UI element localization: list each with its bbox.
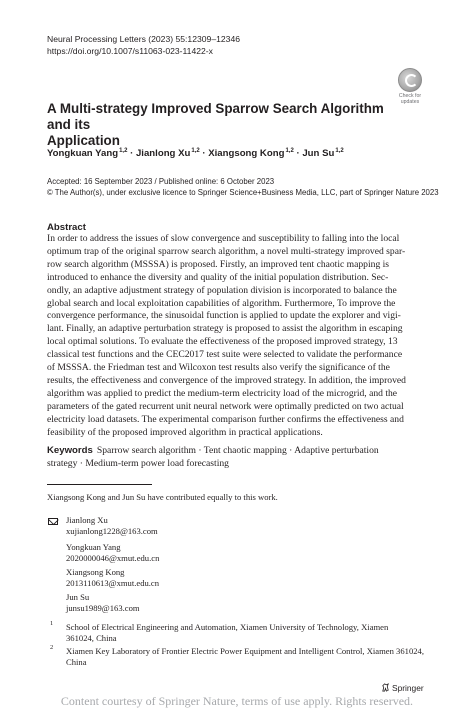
accepted-published-dates: Accepted: 16 September 2023 / Published online: 6 October 2023 <box>47 177 275 186</box>
affiliation-number: 2 <box>50 644 54 651</box>
affiliation-line: School of Electrical Engineering and Automation, Xiamen University of Technology, Xiamen <box>66 622 389 632</box>
title-line-1: A Multi-strategy Improved Sparrow Search Algorithm and its <box>47 101 384 132</box>
abstract-body <box>47 233 427 440</box>
keywords-section <box>47 444 427 470</box>
doi-link[interactable]: https://doi.org/10.1007/s11063-023-11422-x <box>47 46 213 56</box>
affiliation-number: 1 <box>50 620 54 627</box>
abstract-line: results, the effectiveness and convergence of the improved strategy. In addition, the improved <box>47 374 406 386</box>
abstract-line: electricity load datasets. The experimental comparison further confirms the effectiveness and <box>47 413 404 425</box>
journal-citation: Neural Processing Letters (2023) 55:12309–12346 <box>47 34 241 44</box>
title-line-2: Application <box>47 133 120 148</box>
author-name[interactable]: Jun Su <box>302 148 335 159</box>
check-for-updates-icon <box>398 68 422 92</box>
journal-header <box>47 33 240 57</box>
author-affiliation-mark: 1,2 <box>119 148 128 154</box>
footnote-divider <box>47 484 152 485</box>
contact-email[interactable]: junsu1989@163.com <box>66 603 140 613</box>
abstract-line: introduced to enhance the diversity and quality of the initial population distribution. Sec- <box>47 271 389 283</box>
contact-block <box>66 515 158 537</box>
keywords-heading: Keywords <box>47 445 93 456</box>
author-separator: · <box>202 148 206 159</box>
abstract-line: parameters of the gated recurrent unit neural network were optimally predicted on two actual <box>47 400 404 412</box>
author-affiliation-mark: 1,2 <box>335 148 344 154</box>
abstract-line: of MSSSA. the Friedman test and Wilcoxon test results also verify the significance of the <box>47 362 390 374</box>
author-list <box>47 148 344 159</box>
affiliation-1 <box>66 622 426 644</box>
contact-block <box>66 592 140 614</box>
abstract-line: lant. Finally, an adaptive perturbation strategy is proposed to assist the algorithm in escaping <box>47 323 403 335</box>
abstract-line: convergence performance, the sinusoidal function is applied to update the explorer and vigi- <box>47 310 401 322</box>
author-name[interactable]: Jianlong Xu <box>135 148 191 159</box>
affiliation-line: 361024, China <box>66 633 117 643</box>
affiliation-2 <box>66 646 426 668</box>
affiliation-line: Xiamen Key Laboratory of Frontier Electric Power Equipment and Intelligent Control, Xiamen 361024, <box>66 646 424 656</box>
abstract-line: algorithm was applied to predict the medium-term electricity load of the microgrid, and the <box>47 387 398 399</box>
badge-label-2: updates <box>400 99 420 105</box>
springer-horse-icon <box>381 683 390 692</box>
keywords-line-1: Sparrow search algorithm · Tent chaotic mapping · Adaptive perturbation <box>96 445 379 456</box>
author-affiliation-mark: 1,2 <box>285 148 294 154</box>
author-separator: · <box>296 148 300 159</box>
publisher-name: Springer <box>392 683 424 693</box>
contact-email[interactable]: 2013110613@xmut.edu.cn <box>66 578 160 588</box>
author-name[interactable]: Xiangsong Kong <box>208 148 285 159</box>
corresponding-author-email[interactable]: xujianlong1228@163.com <box>66 526 158 536</box>
abstract-line: classical test functions and the CEC2017 test suite were selected to validate the performance <box>47 349 403 361</box>
contact-name: Yongkuan Yang <box>66 542 121 552</box>
contact-email[interactable]: 2020000046@xmut.edu.cn <box>66 553 160 563</box>
author-separator: · <box>130 148 134 159</box>
publication-dates <box>47 177 439 198</box>
equal-contribution-note: Xiangsong Kong and Jun Su have contributed equally to this work. <box>47 492 278 502</box>
abstract-line: ondly, an adaptive adjustment strategy of population division is incorporated to balance the <box>47 284 397 296</box>
author-name[interactable]: Yongkuan Yang <box>47 148 119 159</box>
paper-title <box>47 101 397 149</box>
badge-label-1: Check for <box>398 93 422 99</box>
contact-block <box>66 542 159 564</box>
check-for-updates-badge[interactable] <box>393 68 427 104</box>
abstract-line: row search algorithm (MSSSA) is proposed. Firstly, an improved tent chaotic mapping is <box>47 258 390 270</box>
copyright-notice: © The Author(s), under exclusive licence to Springer Science+Business Media, LLC, part of Springer Nature 2023 <box>47 187 439 197</box>
contact-block <box>66 567 159 589</box>
abstract-line: optimum trap of the original sparrow search algorithm, a novel multi-strategy improved spar- <box>47 245 406 257</box>
abstract-line: In order to address the issues of slow convergence and susceptibility to falling into the local <box>47 233 400 244</box>
abstract-line: feasibility of the proposed improved algorithm in practical applications. <box>47 426 323 438</box>
contact-name: Jun Su <box>66 592 90 602</box>
abstract-line: local optimal solutions. To evaluate the effectiveness of the proposed improved strategy, 13 <box>47 336 398 348</box>
springer-watermark: Content courtesy of Springer Nature, terms of use apply. Rights reserved. <box>60 694 414 708</box>
contact-name: Xiangsong Kong <box>66 567 125 577</box>
envelope-icon <box>48 518 58 525</box>
affiliation-line: China <box>66 657 87 667</box>
abstract-heading: Abstract <box>47 222 86 233</box>
springer-logo <box>381 683 424 693</box>
abstract-line: global search and local exploitation capabilities of algorithm. Furthermore, To improve the <box>47 297 396 309</box>
keywords-line-2: strategy · Medium-term power load forecasting <box>47 458 229 469</box>
corresponding-author-name: Jianlong Xu <box>66 515 108 525</box>
author-affiliation-mark: 1,2 <box>191 148 200 154</box>
